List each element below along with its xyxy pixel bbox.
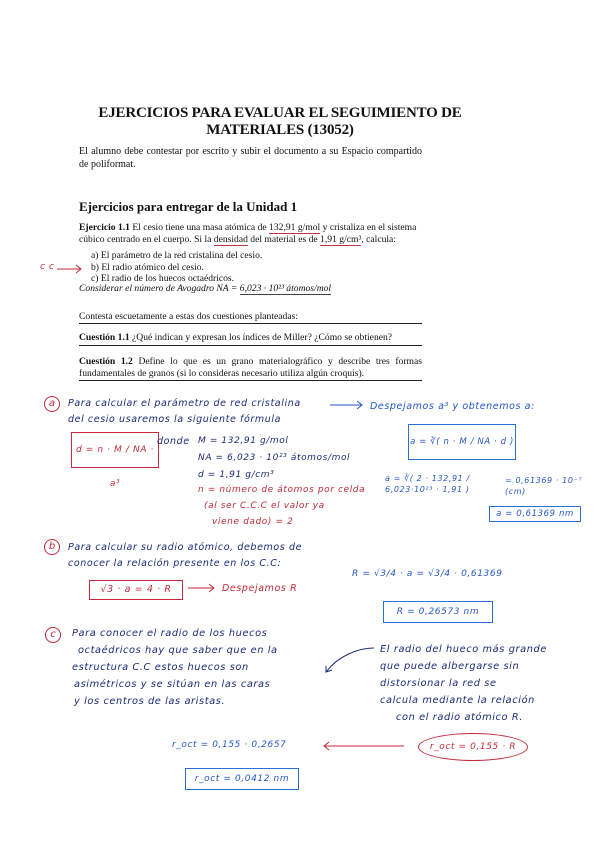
answer-c-right-5: con el radio atómico R. (396, 712, 523, 723)
exercise-label: Ejercicio 1.1 (79, 222, 130, 233)
answer-c-line-4: asimétricos y se sitúan en las caras (74, 679, 271, 690)
divider-1 (79, 323, 422, 324)
exercise-item-c: c) El radio de los huecos octaédricos. (91, 273, 235, 284)
answer-c-line-1: Para conocer el radio de los huecos (72, 628, 268, 639)
answer-c-line-2: octaédricos hay que saber que en la (78, 645, 278, 656)
question-2-text: Define lo que es un grano materialográfico y describe tres formas fundamentales de granos (si lo consideras necesario utiliza algún croquis). (79, 356, 423, 379)
avogadro-note (79, 283, 331, 294)
answer-b-text (68, 540, 302, 572)
answer-a-n-note (198, 482, 365, 530)
answer-a-a-formula-box: a = ∛( n · M / NA · d ) (408, 424, 516, 460)
intro-paragraph: El alumno debe contestar por escrito y subir el documento a su Espacio compartido de poliformat. (79, 146, 422, 170)
document-title (60, 105, 500, 139)
title-line-1: EJERCICIOS PARA EVALUAR EL SEGUIMIENTO DE (98, 105, 462, 121)
exercise-text-2: y cristaliza en el sistema cúbico centrado en el cuerpo. Si la (79, 222, 417, 245)
exercise-density-word: densidad (213, 234, 248, 245)
answer-c-text (72, 625, 278, 710)
avogadro-label: Considerar el número de Avogadro NA = (79, 283, 240, 294)
answer-a-despejamos: Despejamos a³ y obtenemos a: (370, 401, 535, 412)
avogadro-value: 6,023 · 10²³ átomos/mol (239, 283, 332, 294)
question-2 (79, 356, 422, 379)
answer-c-right-4: calcula mediante la relación (380, 695, 535, 706)
answer-c-right-1: El radio del hueco más grande (380, 644, 547, 655)
exercise-mass: 132,91 g/mol (269, 222, 321, 233)
exercise-statement (79, 222, 422, 246)
answer-b-despejamos: Despejamos R (222, 583, 298, 594)
exercise-text-1: El cesio tiene una masa atómica de (129, 222, 270, 233)
questions-intro: Contesta escuetamente a estas dos cuestiones planteadas: (79, 311, 298, 322)
answer-b-result-box: R = 0,26573 nm (383, 601, 493, 623)
answer-a-vars (198, 433, 350, 484)
var-na: NA = 6,023 · 10²³ átomos/mol (198, 453, 351, 463)
var-d: d = 1,91 g/cm³ (198, 470, 275, 480)
answer-c-right-text (380, 641, 547, 726)
title-line-2: MATERIALES (13052) (206, 122, 354, 138)
n-note-2: (al ser C.C.C el valor ya (204, 501, 325, 511)
n-note-1: n = número de átomos por celda (198, 485, 366, 495)
n-note-3: viene dado) = 2 (212, 517, 294, 527)
answer-b-formula-box: √3 · a = 4 · R (89, 580, 183, 600)
answer-a-marker: a (44, 396, 60, 412)
exercise-text-4: , calcula: (361, 234, 396, 245)
answer-a-result-box: a = 0,61369 nm (489, 506, 581, 522)
exercise-items (91, 250, 262, 285)
answer-c-right-3: distorsionar la red se (380, 678, 497, 689)
curved-arrow-icon (318, 642, 378, 678)
question-1 (79, 332, 422, 343)
exercise-density: 1,91 g/cm³ (320, 234, 362, 245)
question-2-label: Cuestión 1.2 (79, 356, 133, 367)
var-m: M = 132,91 g/mol (198, 436, 289, 446)
answer-a-a-calc-result: = 0,61369 · 10⁻⁷ (cm) (505, 476, 583, 496)
answer-c-right-2: que puede albergarse sin (380, 661, 520, 672)
answer-c-line-5: y los centros de las aristas. (74, 696, 226, 707)
question-1-label: Cuestión 1.1 (79, 332, 130, 343)
answer-a-text (68, 396, 301, 428)
answer-c-marker: c (45, 627, 61, 643)
arrow-left-icon (318, 739, 408, 753)
answer-a-formula-box: d = n · M / NA · a³ (71, 432, 159, 468)
answer-b-r-calc: R = √3/4 · a = √3/4 · 0,61369 (352, 569, 503, 579)
question-1-text: ¿Qué indican y expresan los índices de Miller? ¿Cómo se obtienen? (129, 332, 393, 343)
margin-arrow-icon (55, 262, 85, 276)
exercise-item-a: a) El parámetro de la red cristalina del cesio. (91, 250, 263, 261)
answer-c-result-box: r_oct = 0,0412 nm (185, 768, 299, 790)
divider-3 (79, 380, 422, 381)
section-heading: Ejercicios para entregar de la Unidad 1 (79, 199, 298, 214)
margin-note: c c (40, 262, 55, 272)
answer-c-calc: r_oct = 0,155 · 0,2657 (172, 740, 287, 750)
answer-a-line-1: Para calcular el parámetro de red cristalina (68, 398, 301, 409)
answer-b-marker: b (44, 539, 60, 555)
exercise-text-3: del material es de (247, 234, 321, 245)
divider-2 (79, 345, 422, 346)
exercise-item-b: b) El radio atómico del cesio. (91, 261, 204, 273)
answer-b-line-2: conocer la relación presente en los C.C: (68, 558, 282, 569)
answer-a-a-calc: a = ∛( 2 · 132,91 / 6,023·10²³ · 1,91 ) (385, 474, 470, 494)
answer-a-donde: donde (157, 436, 190, 447)
answer-c-relation-ellipse: r_oct = 0,155 · R (418, 733, 528, 761)
arrow-right-icon-2 (186, 582, 220, 594)
answer-c-line-3: estructura C.C estos huecos son (72, 662, 249, 673)
arrow-right-icon (328, 399, 368, 411)
answer-a-line-2: del cesio usaremos la siguiente fórmula (68, 414, 282, 425)
answer-b-line-1: Para calcular su radio atómico, debemos de (68, 542, 303, 553)
